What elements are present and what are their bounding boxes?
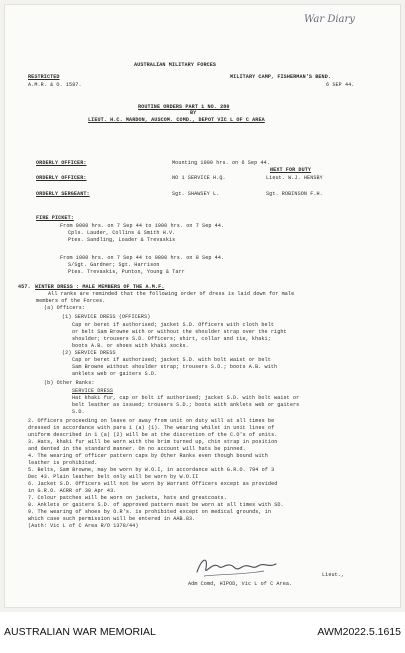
body-line: Sam Browne without shoulder strap; trousers S.D.; boots A.B. with bbox=[72, 364, 278, 370]
orders-title: ROUTINE ORDERS PART 1 NO. 280 bbox=[138, 104, 230, 110]
section-heading: WINTER DRESS : MALE MEMBERS OF THE A.M.F. bbox=[35, 284, 165, 290]
footer-institution: AUSTRALIAN WAR MEMORIAL bbox=[4, 626, 156, 638]
body-line: boots A.B. or shoes with khaki socks. bbox=[72, 343, 189, 349]
body-line: 2. Officers proceeding on leave or away from unit on duty will at all times be bbox=[28, 418, 275, 424]
fire-picket-line: S/Sgt. Gardner; Sgt. Harrison bbox=[68, 262, 160, 268]
body-line: (1) SERVICE DRESS (OFFICERS) bbox=[62, 314, 151, 320]
orderly-officer-value: Mounting 1000 hrs. on 6 Sep 44. bbox=[172, 160, 270, 166]
signatory-rank: Lieut., bbox=[322, 572, 345, 578]
body-line: Dec 43. Plain leather belt only will be worn by W.O.II bbox=[28, 474, 199, 480]
sergeant-next-for-duty: Sgt. ROBINSON F.H. bbox=[266, 191, 323, 197]
body-line: anklets web or gaiters S.D. bbox=[72, 371, 158, 377]
body-line: 5. Belts, Sam Browne, may be worn by W.O.I, in accordance with G.R.O. 794 of 3 bbox=[28, 467, 275, 473]
archive-footer bbox=[0, 612, 405, 653]
date: 6 SEP 44. bbox=[326, 82, 355, 88]
body-line: dressed in accordance with para 1 (a) (1). The wearing whilst in unit lines of bbox=[28, 425, 275, 431]
body-line: 9. The wearing of shoes by O.R's. is prohibited except on medical grounds, in bbox=[28, 509, 272, 515]
body-line: Cap or beret if authorised; jacket S.D. Officers with cloth belt bbox=[72, 322, 275, 328]
orderly-nco-label: ORDERLY OFFICER: bbox=[36, 175, 87, 181]
fire-picket-line: Cpls. Lauder, Collins & Smith H.V. bbox=[68, 230, 176, 236]
body-line: 8. Anklets or gaiters S.D. of approved pattern must be worn at all times with SD. bbox=[28, 502, 284, 508]
form-reference: A.M.R. & O. 1587. bbox=[28, 82, 82, 88]
officer-next-for-duty: Lieut. W.J. HENSBY bbox=[266, 175, 323, 181]
body-line: (a) Officers: bbox=[44, 305, 86, 311]
body-line: uniform described in 1 (a) (2) will be at the discretion of the C.O's of units. bbox=[28, 432, 278, 438]
body-line: 3. Hats, khaki fur will be worn with the brim turned up, chin strap in position bbox=[28, 439, 278, 445]
body-line: SERVICE DRESS bbox=[72, 388, 114, 394]
orderly-nco-value: NO 1 SERVICE H.Q. bbox=[172, 175, 226, 181]
body-line: leather is prohibited. bbox=[28, 460, 98, 466]
body-line: 4. The wearing of officer pattern caps by Other Ranks even though bound with bbox=[28, 453, 268, 459]
location: MILITARY CAMP, FISHERMAN'S BEND. bbox=[230, 74, 332, 80]
body-line: All ranks are reminded that the following order of dress is laid down for male bbox=[48, 291, 295, 297]
next-for-duty-label: NEXT FOR DUTY bbox=[270, 167, 312, 173]
body-line: Hat khaki fur, cap or bolt if authorised; jacket S.D. with bolt waist or bbox=[72, 395, 300, 401]
signatory-title: Adm Comd, HIPOD, Vic L of C Area. bbox=[188, 581, 293, 587]
section-number: 457. bbox=[18, 284, 31, 290]
handwritten-signature bbox=[194, 552, 284, 582]
orders-by: BY bbox=[190, 110, 197, 116]
body-line: S.D. bbox=[72, 409, 85, 415]
document-title: AUSTRALIAN MILITARY FORCES bbox=[134, 62, 217, 68]
body-line: 7. Colour patches will be worn on jackets, hats and greatcoats. bbox=[28, 495, 227, 501]
classification-label: RESTRICTED bbox=[28, 74, 60, 80]
body-line: Cap or beret if authorised; jacket S.D. with bolt waist or belt bbox=[72, 357, 271, 363]
body-line: belt leather as issued; trousers S.D.; boots with anklets web or gaiters bbox=[72, 402, 300, 408]
body-line: (b) Other Ranks: bbox=[44, 380, 95, 386]
body-line: in G.R.O. ACRR of 30 Apr 43. bbox=[28, 488, 117, 494]
body-line: shoulder; trousers S.D. Officers; shirt, collar and tie, khaki; bbox=[72, 336, 271, 342]
body-line: and dented in the standard manner. On no account will hats be pinned. bbox=[28, 446, 246, 452]
body-line: (Auth: Vic L of C Area R/O 1378/44) bbox=[28, 523, 139, 529]
body-line: 6. Jacket S.D. Officers will not be worn by Warrant Officers except as provided bbox=[28, 481, 278, 487]
orderly-officer-label: ORDERLY OFFICER: bbox=[36, 160, 87, 166]
body-line: members of the Forces. bbox=[36, 298, 106, 304]
orderly-sergeant-label: ORDERLY SERGEANT: bbox=[36, 191, 90, 197]
document-page bbox=[4, 4, 401, 608]
orders-authority: LIEUT. H.C. MARDON, AUSCOM. COMD., DEPOT VIC L OF C AREA bbox=[88, 117, 265, 123]
body-line: (2) SERVICE DRESS bbox=[62, 350, 116, 356]
fire-picket-line: Ptes. Sandling, Loader & Trevaskis bbox=[68, 237, 176, 243]
footer-catalogue-number: AWM2022.5.1615 bbox=[317, 626, 401, 638]
body-line: which case such permission will be entered in AAB.83. bbox=[28, 516, 196, 522]
fire-picket-line: From 1000 hrs. on 7 Sep 44 to 0800 hrs. on 8 Sep 44. bbox=[60, 255, 225, 261]
fire-picket-heading: FIRE PICKET: bbox=[36, 215, 74, 221]
fire-picket-line: Ptes. Trevaskis, Punton, Young & Tarr bbox=[68, 269, 185, 275]
handwritten-annotation: War Diary bbox=[304, 14, 355, 25]
fire-picket-line: From 0000 hrs. on 7 Sep 44 to 1000 hrs. on 7 Sep 44. bbox=[60, 223, 225, 229]
body-line: or belt Sam Browne with or without the shoulder strap over the right bbox=[72, 329, 287, 335]
orderly-sergeant-value: Sgt. SHAWSEY L. bbox=[172, 191, 220, 197]
